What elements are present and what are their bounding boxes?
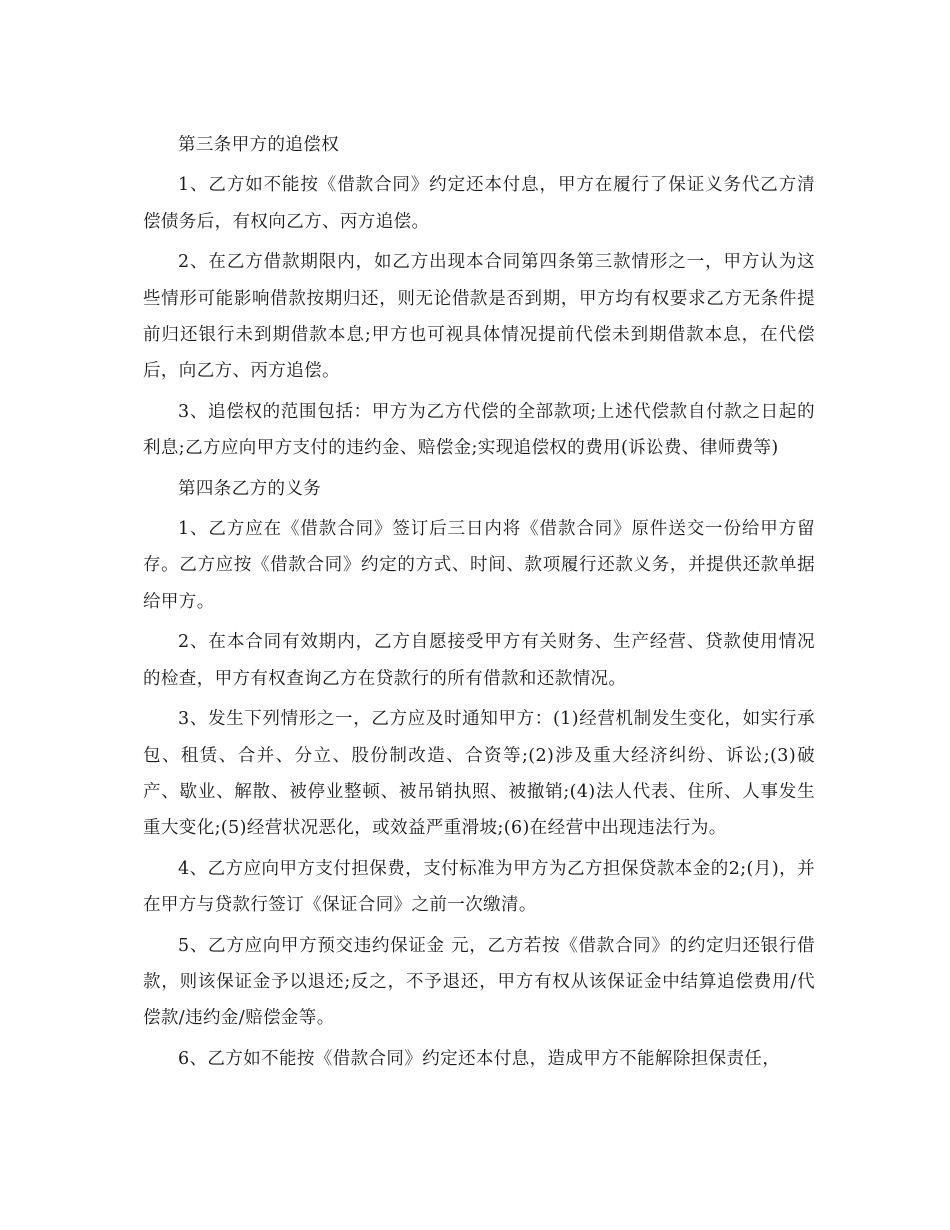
paragraph: 6、乙方如不能按《借款合同》约定还本付息，造成甲方不能解除担保责任， bbox=[178, 1048, 781, 1069]
paragraph: 3、发生下列情形之一，乙方应及时通知甲方：(1)经营机制发生变化，如实行承包、租赁、合并、分立、股份制改造、合资等;(2)涉及重大经济纠纷、诉讼;(3)破产、歇业、解散、被停业整顿、被吊销执照、被撤销;(4)法人代表、住所、人事发生重大变化;(5)经营状况恶化，或效益严重滑坡;(6)在经营中出现违法行为。 bbox=[143, 709, 815, 839]
paragraph: 2、在乙方借款期限内，如乙方出现本合同第四条第三款情形之一，甲方认为这些情形可能影响借款按期归还，则无论借款是否到期，甲方均有权要求乙方无条件提前归还银行未到期借款本息;甲方也可视具体情况提前代偿未到期借款本息，在代偿后，向乙方、丙方追偿。 bbox=[143, 252, 815, 382]
document-body bbox=[143, 127, 815, 1081]
paragraph: 5、乙方应向甲方预交违约保证金 元，乙方若按《借款合同》的约定归还银行借款，则该保证金予以退还;反之，不予退还，甲方有权从该保证金中结算追偿费用/代偿款/违约金/赔偿金等。 bbox=[143, 935, 815, 1029]
paragraph: 1、乙方如不能按《借款合同》约定还本付息，甲方在履行了保证义务代乙方清偿债务后，有权向乙方、丙方追偿。 bbox=[143, 175, 815, 232]
paragraph: 1、乙方应在《借款合同》签订后三日内将《借款合同》原件送交一份给甲方留存。乙方应按《借款合同》约定的方式、时间、款项履行还款义务，并提供还款单据给甲方。 bbox=[143, 519, 815, 612]
paragraph: 4、乙方应向甲方支付担保费，支付标准为甲方为乙方担保贷款本金的2;(月)，并在甲方与贷款行签订《保证合同》之前一次缴清。 bbox=[143, 858, 815, 916]
paragraph: 2、在本合同有效期内，乙方自愿接受甲方有关财务、生产经营、贷款使用情况的检查，甲方有权查询乙方在贷款行的所有借款和还款情况。 bbox=[143, 632, 815, 689]
section-heading-3: 第三条甲方的追偿权 bbox=[178, 135, 340, 155]
paragraph: 3、追偿权的范围包括：甲方为乙方代偿的全部款项;上述代偿款自付款之日起的利息;乙方应向甲方支付的违约金、赔偿金;实现追偿权的费用(诉讼费、律师费等) bbox=[143, 401, 815, 459]
section-heading-4: 第四条乙方的义务 bbox=[178, 478, 322, 499]
